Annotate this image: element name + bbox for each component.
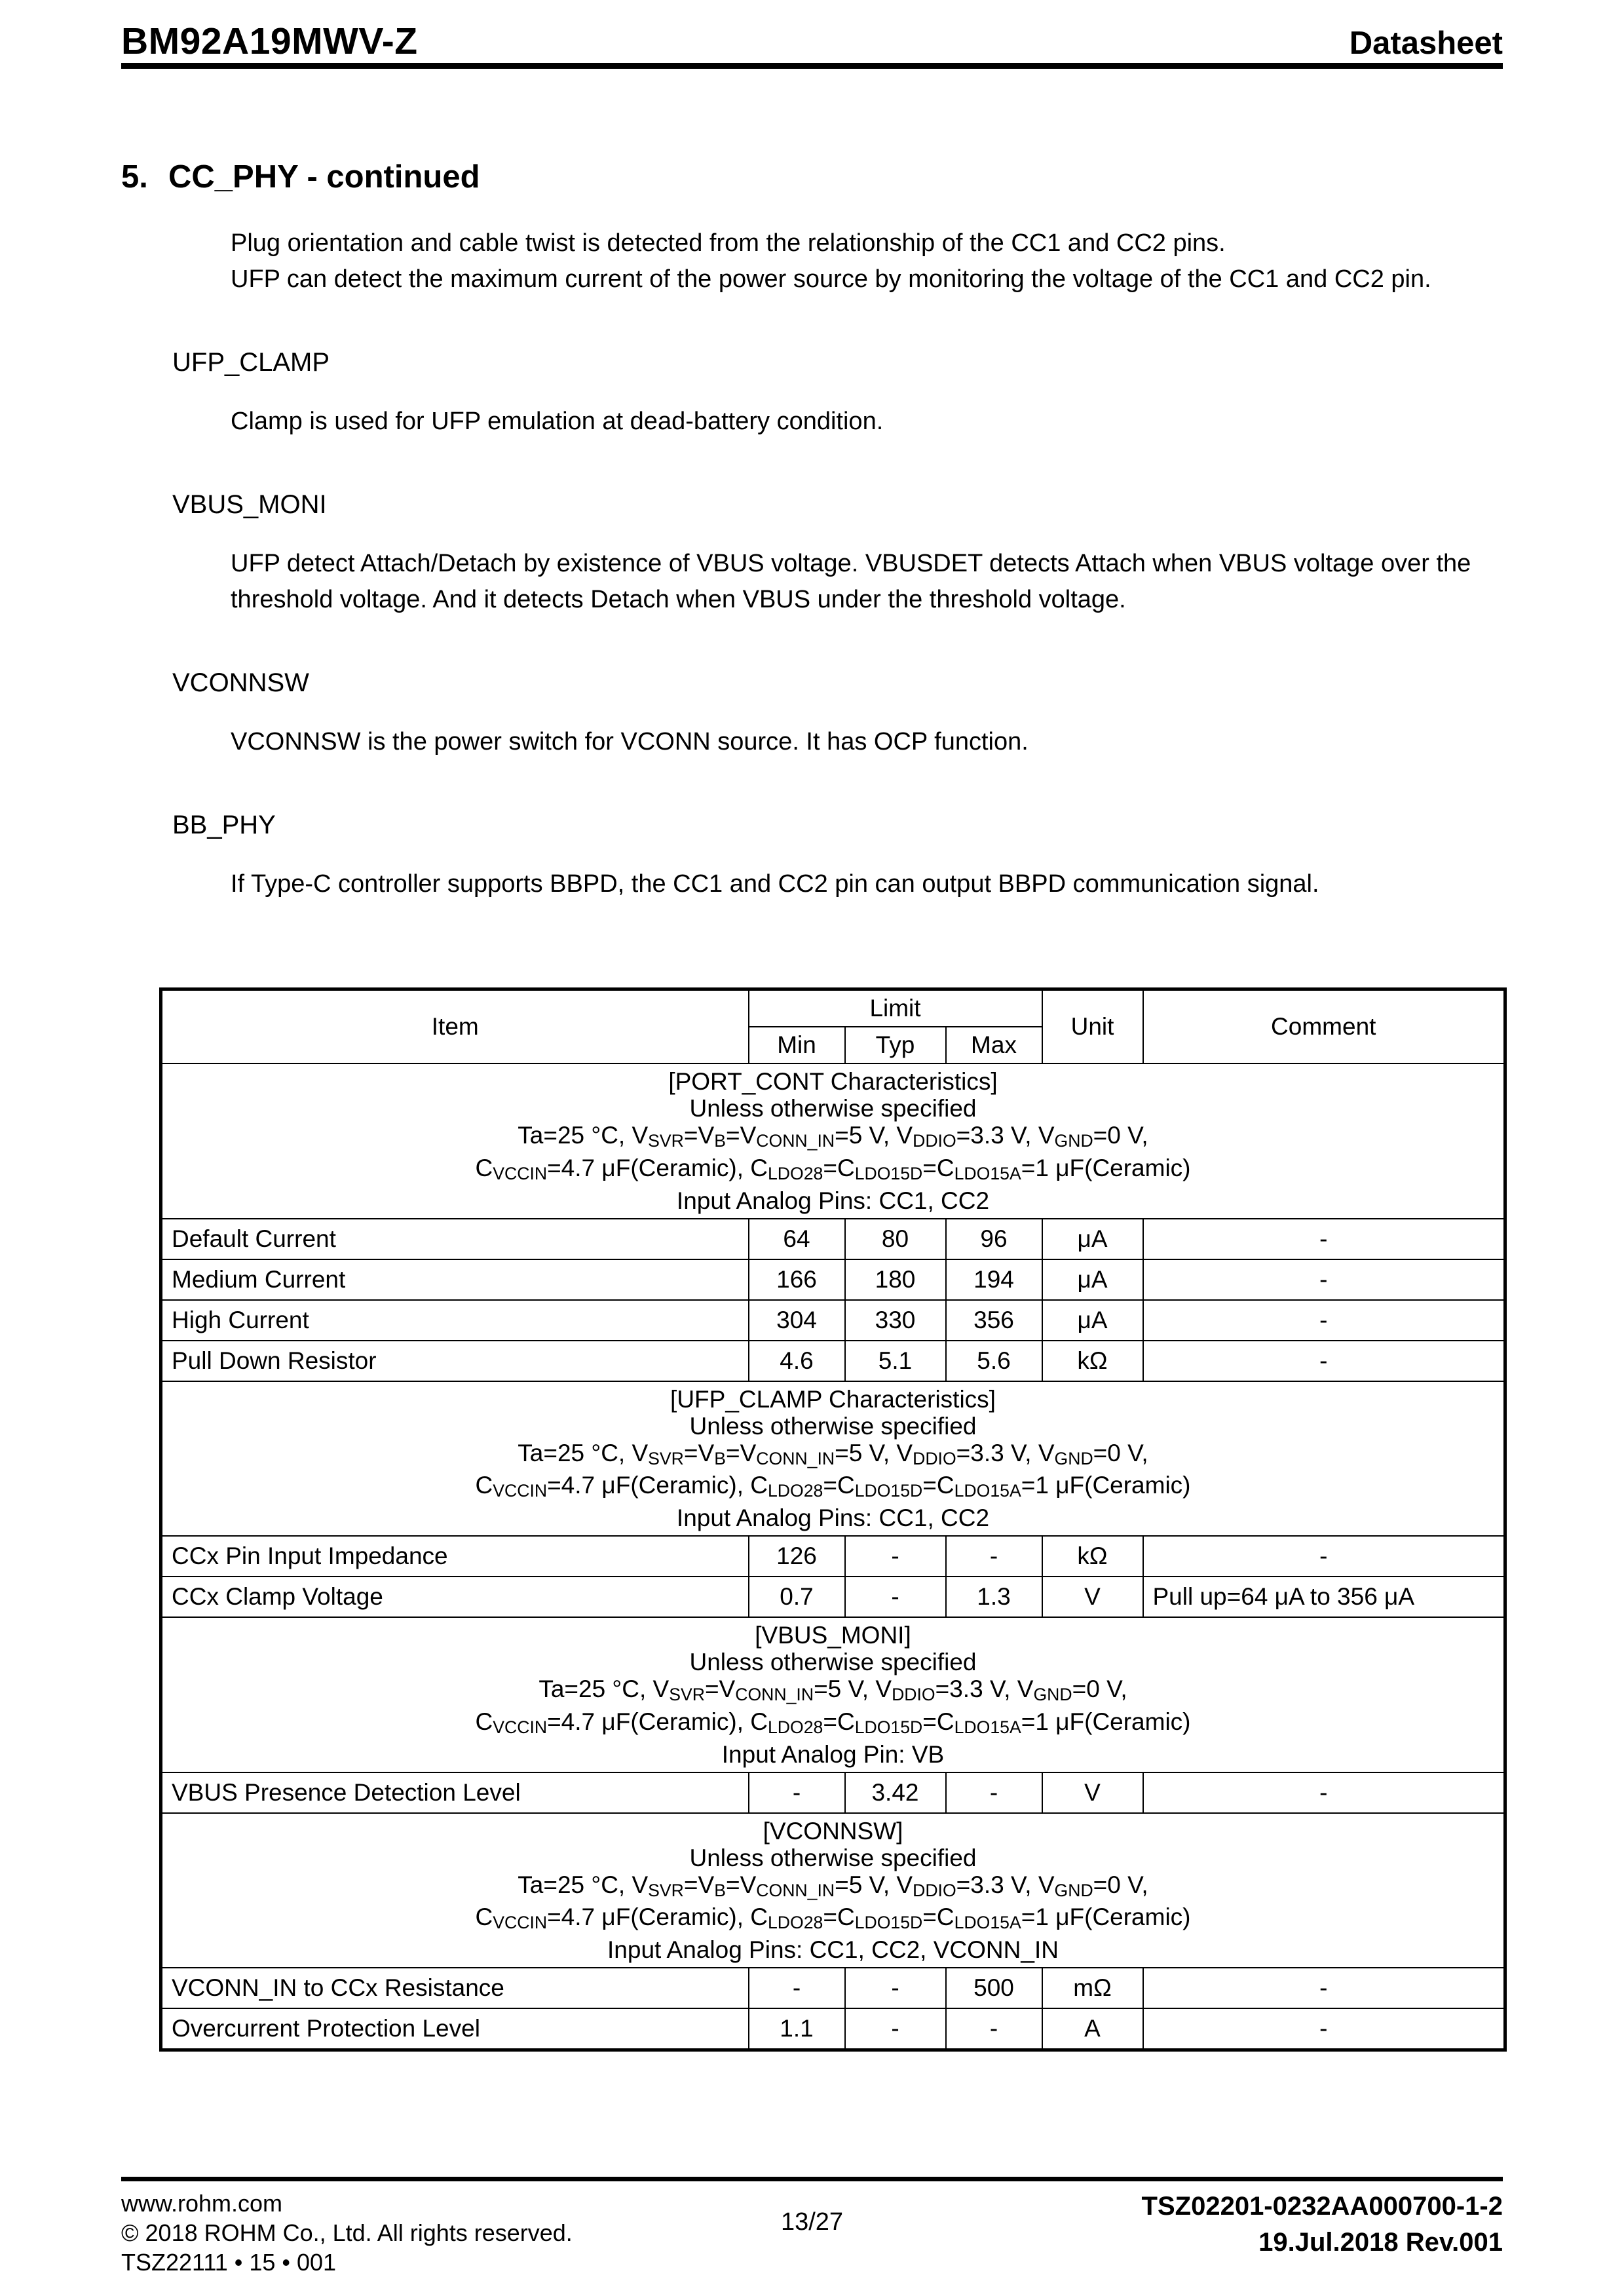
- cell-comment: -: [1143, 1300, 1505, 1341]
- condition-line: Input Analog Pins: CC1, CC2: [676, 1187, 990, 1214]
- subscript: VCCIN: [493, 1163, 548, 1183]
- cell-unit: V: [1042, 1577, 1143, 1617]
- paragraph-line: threshold voltage. And it detects Detach when VBUS under the threshold voltage.: [231, 586, 1126, 613]
- subscript: SVR: [648, 1880, 684, 1900]
- paragraph-line: UFP can detect the maximum current of the power source by monitoring the voltage of the CC1 and CC2 pin.: [231, 265, 1431, 293]
- table-section-conditions: [161, 1063, 1505, 1219]
- cell-min: 1.1: [749, 2008, 845, 2050]
- subsection-heading-ufp_clamp: UFP_CLAMP: [172, 348, 330, 377]
- cell-item: VBUS Presence Detection Level: [161, 1772, 749, 1813]
- cell-unit: A: [1042, 2008, 1143, 2050]
- spec-row: [161, 1772, 1505, 1813]
- subscript: LDO28: [767, 1913, 823, 1933]
- paragraph: [231, 404, 1503, 440]
- subscript: SVR: [648, 1130, 684, 1151]
- table-section-conditions: [161, 1381, 1505, 1537]
- subscript: DDIO: [913, 1130, 956, 1151]
- section-title: [121, 159, 1503, 195]
- cell-unit: μA: [1042, 1219, 1143, 1259]
- condition-line: CVCCIN=4.7 μF(Ceramic), CLDO28=CLDO15D=CLDO15A=1 μF(Ceramic): [475, 1154, 1191, 1183]
- cell-item: CCx Pin Input Impedance: [161, 1536, 749, 1577]
- subscript: CONN_IN: [735, 1684, 814, 1704]
- condition-line: CVCCIN=4.7 μF(Ceramic), CLDO28=CLDO15D=CLDO15A=1 μF(Ceramic): [475, 1904, 1191, 1933]
- subsection-heading-vconnsw: VCONNSW: [172, 668, 309, 697]
- cell-item: Overcurrent Protection Level: [161, 2008, 749, 2050]
- table-section-conditions: [161, 1813, 1505, 1968]
- subscript: VCCIN: [493, 1717, 548, 1737]
- footer-copyright: © 2018 ROHM Co., Ltd. All rights reserved.: [121, 2219, 573, 2246]
- footer-right: [843, 2189, 1503, 2261]
- cell-unit: μA: [1042, 1259, 1143, 1300]
- condition-line: Ta=25 °C, VSVR=VB=VCONN_IN=5 V, VDDIO=3.3 V, VGND=0 V,: [518, 1122, 1148, 1151]
- table-section-header-row: [161, 1813, 1505, 1968]
- subscript: LDO28: [767, 1481, 823, 1501]
- paragraph-line: Clamp is used for UFP emulation at dead-battery condition.: [231, 408, 884, 435]
- footer-revision: 19.Jul.2018 Rev.001: [1258, 2228, 1503, 2257]
- footer-left: [121, 2189, 781, 2277]
- condition-line: CVCCIN=4.7 μF(Ceramic), CLDO28=CLDO15D=CLDO15A=1 μF(Ceramic): [475, 1472, 1191, 1501]
- spec-row: [161, 1968, 1505, 2008]
- cell-item: CCx Clamp Voltage: [161, 1577, 749, 1617]
- subscript: GND: [1054, 1880, 1093, 1900]
- page-number: 13/27: [780, 2208, 844, 2236]
- subscript: SVR: [669, 1684, 705, 1704]
- subscript: CONN_IN: [756, 1880, 835, 1900]
- footer-url[interactable]: www.rohm.com: [121, 2190, 283, 2217]
- subscript: GND: [1033, 1684, 1072, 1704]
- subscript: LDO15D: [854, 1163, 923, 1183]
- cell-item: Default Current: [161, 1219, 749, 1259]
- subscript: DDIO: [913, 1448, 956, 1468]
- condition-line: Ta=25 °C, VSVR=VB=VCONN_IN=5 V, VDDIO=3.3 V, VGND=0 V,: [518, 1871, 1148, 1900]
- subscript: GND: [1054, 1130, 1093, 1151]
- condition-line: Unless otherwise specified: [689, 1649, 977, 1676]
- subscript: LDO15D: [854, 1717, 923, 1737]
- condition-line: [VBUS_MONI]: [755, 1622, 911, 1649]
- subsection-heading-vbus_moni: VBUS_MONI: [172, 490, 327, 519]
- subscript: GND: [1054, 1448, 1093, 1468]
- cell-min: 304: [749, 1300, 845, 1341]
- paragraph: [231, 866, 1503, 902]
- cell-comment: -: [1143, 1536, 1505, 1577]
- table-section-header-row: [161, 1063, 1505, 1219]
- col-header-comment: Comment: [1143, 989, 1505, 1064]
- paragraph: [231, 724, 1503, 760]
- table-header-row-1: [161, 989, 1505, 1027]
- cell-max: 500: [946, 1968, 1042, 2008]
- subscript: LDO15A: [954, 1717, 1021, 1737]
- subscript: LDO15A: [954, 1481, 1021, 1501]
- cell-typ: 3.42: [845, 1772, 946, 1813]
- cell-max: -: [946, 2008, 1042, 2050]
- subscript: LDO28: [767, 1717, 823, 1737]
- page-body: [121, 159, 1503, 2052]
- col-header-limit: Limit: [749, 989, 1042, 1027]
- cell-max: -: [946, 1772, 1042, 1813]
- col-header-unit: Unit: [1042, 989, 1143, 1064]
- cell-item: Medium Current: [161, 1259, 749, 1300]
- cell-item: Pull Down Resistor: [161, 1341, 749, 1381]
- spec-table: [159, 987, 1507, 2052]
- condition-line: Unless otherwise specified: [689, 1844, 977, 1871]
- cell-unit: μA: [1042, 1300, 1143, 1341]
- col-header-min: Min: [749, 1027, 845, 1063]
- cell-min: -: [749, 1968, 845, 2008]
- paragraph: [231, 546, 1503, 618]
- footer-rule: [121, 2177, 1503, 2181]
- cell-min: 166: [749, 1259, 845, 1300]
- cell-typ: -: [845, 2008, 946, 2050]
- subscript: B: [714, 1880, 726, 1900]
- cell-min: -: [749, 1772, 845, 1813]
- subscript: LDO15D: [854, 1481, 923, 1501]
- cell-typ: -: [845, 1536, 946, 1577]
- cell-comment: -: [1143, 1259, 1505, 1300]
- condition-line: Ta=25 °C, VSVR=VCONN_IN=5 V, VDDIO=3.3 V, VGND=0 V,: [538, 1675, 1127, 1704]
- cell-max: 96: [946, 1219, 1042, 1259]
- section-number: 5.: [121, 159, 148, 195]
- cell-comment: -: [1143, 1968, 1505, 2008]
- cell-max: 356: [946, 1300, 1042, 1341]
- table-section-header-row: [161, 1617, 1505, 1772]
- condition-line: Input Analog Pins: CC1, CC2, VCONN_IN: [607, 1936, 1059, 1964]
- condition-line: Input Analog Pins: CC1, CC2: [676, 1504, 990, 1532]
- subscript: CONN_IN: [756, 1448, 835, 1468]
- col-header-item: Item: [161, 989, 749, 1064]
- section-title-text: CC_PHY - continued: [168, 159, 480, 195]
- subscript: DDIO: [892, 1684, 935, 1704]
- subscript: LDO15A: [954, 1163, 1021, 1183]
- cell-comment: -: [1143, 1772, 1505, 1813]
- cell-max: 194: [946, 1259, 1042, 1300]
- condition-line: [UFP_CLAMP Characteristics]: [670, 1385, 996, 1413]
- cell-min: 0.7: [749, 1577, 845, 1617]
- table-section-header-row: [161, 1381, 1505, 1537]
- subscript: VCCIN: [493, 1913, 548, 1933]
- spec-row: [161, 1259, 1505, 1300]
- cell-typ: 330: [845, 1300, 946, 1341]
- doc-type-label: Datasheet: [1349, 26, 1503, 61]
- cell-comment: -: [1143, 2008, 1505, 2050]
- spec-table-wrap: [159, 987, 1503, 2052]
- cell-min: 126: [749, 1536, 845, 1577]
- cell-comment: -: [1143, 1341, 1505, 1381]
- cell-typ: 80: [845, 1219, 946, 1259]
- subscript: LDO15D: [854, 1913, 923, 1933]
- cell-min: 4.6: [749, 1341, 845, 1381]
- condition-line: Unless otherwise specified: [689, 1095, 977, 1122]
- condition-line: CVCCIN=4.7 μF(Ceramic), CLDO28=CLDO15D=CLDO15A=1 μF(Ceramic): [475, 1708, 1191, 1737]
- table-section-conditions: [161, 1617, 1505, 1772]
- cell-item: VCONN_IN to CCx Resistance: [161, 1968, 749, 2008]
- condition-line: Unless otherwise specified: [689, 1412, 977, 1440]
- paragraph-line: If Type-C controller supports BBPD, the CC1 and CC2 pin can output BBPD communication signal.: [231, 870, 1319, 898]
- text-sections: [121, 225, 1503, 902]
- cell-unit: V: [1042, 1772, 1143, 1813]
- subscript: SVR: [648, 1448, 684, 1468]
- spec-row: [161, 1300, 1505, 1341]
- spec-row: [161, 1341, 1505, 1381]
- header-rule: [121, 63, 1503, 69]
- spec-row: [161, 2008, 1505, 2050]
- subscript: CONN_IN: [756, 1130, 835, 1151]
- page-footer: [121, 2189, 1503, 2277]
- spec-row: [161, 1219, 1505, 1259]
- condition-line: [PORT_CONT Characteristics]: [668, 1068, 998, 1095]
- page-header: [121, 20, 1503, 63]
- cell-typ: -: [845, 1968, 946, 2008]
- subscript: LDO15A: [954, 1913, 1021, 1933]
- cell-typ: 180: [845, 1259, 946, 1300]
- subscript: DDIO: [913, 1880, 956, 1900]
- cell-typ: -: [845, 1577, 946, 1617]
- footer-control-number: TSZ22111 • 15 • 001: [121, 2249, 337, 2276]
- col-header-max: Max: [946, 1027, 1042, 1063]
- spec-row: [161, 1536, 1505, 1577]
- condition-line: Input Analog Pin: VB: [721, 1740, 945, 1768]
- paragraph: [231, 225, 1503, 297]
- cell-comment: Pull up=64 μA to 356 μA: [1143, 1577, 1505, 1617]
- paragraph-line: VCONNSW is the power switch for VCONN source. It has OCP function.: [231, 728, 1029, 756]
- cell-max: -: [946, 1536, 1042, 1577]
- footer-doc-number: TSZ02201-0232AA000700-1-2: [1141, 2192, 1503, 2221]
- subscript: LDO28: [767, 1163, 823, 1183]
- cell-max: 1.3: [946, 1577, 1042, 1617]
- subscript: VCCIN: [493, 1481, 548, 1501]
- cell-typ: 5.1: [845, 1341, 946, 1381]
- cell-unit: kΩ: [1042, 1536, 1143, 1577]
- condition-line: [VCONNSW]: [763, 1817, 903, 1845]
- cell-min: 64: [749, 1219, 845, 1259]
- condition-line: Ta=25 °C, VSVR=VB=VCONN_IN=5 V, VDDIO=3.3 V, VGND=0 V,: [518, 1439, 1148, 1468]
- paragraph-line: UFP detect Attach/Detach by existence of VBUS voltage. VBUSDET detects Attach when VBUS voltage over the: [231, 550, 1471, 577]
- cell-max: 5.6: [946, 1341, 1042, 1381]
- cell-comment: -: [1143, 1219, 1505, 1259]
- part-number: BM92A19MWV-Z: [121, 20, 418, 62]
- paragraph-line: Plug orientation and cable twist is detected from the relationship of the CC1 and CC2 pins.: [231, 229, 1226, 257]
- subsection-heading-bb_phy: BB_PHY: [172, 811, 276, 839]
- subscript: B: [714, 1448, 726, 1468]
- cell-unit: kΩ: [1042, 1341, 1143, 1381]
- subscript: B: [714, 1130, 726, 1151]
- cell-item: High Current: [161, 1300, 749, 1341]
- spec-row: [161, 1577, 1505, 1617]
- cell-unit: mΩ: [1042, 1968, 1143, 2008]
- col-header-typ: Typ: [845, 1027, 946, 1063]
